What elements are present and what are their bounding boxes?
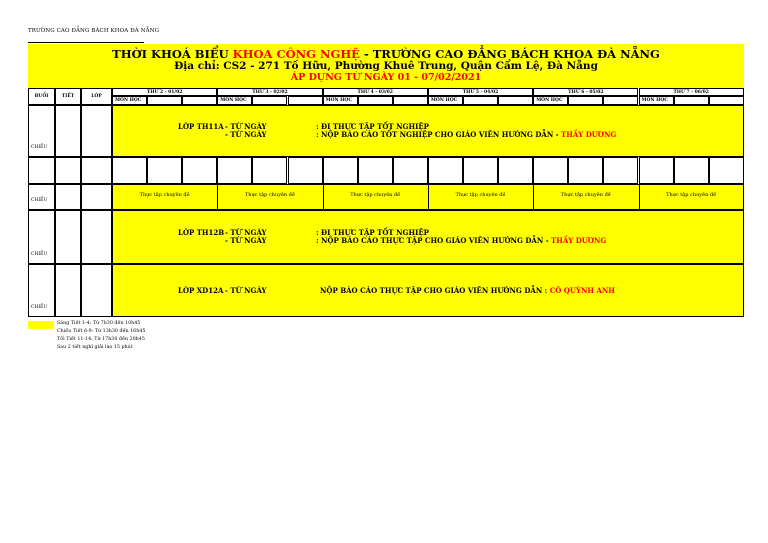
date-label: - TỪ NGÀY xyxy=(225,130,267,139)
teacher-name: THẦY DƯƠNG xyxy=(551,236,607,245)
day-divider xyxy=(533,184,534,210)
date-label: - TỪ NGÀY xyxy=(225,122,267,131)
session-cell xyxy=(28,157,55,184)
notice-text: : NỘP BÁO CÁO TỐT NGHIỆP CHO GIÁO VIÊN HƯỚNG DẪN - THẦY DƯƠNG xyxy=(316,130,617,139)
session-cell xyxy=(28,184,55,210)
header-rule xyxy=(28,42,144,43)
date-label: - TỪ NGÀY xyxy=(225,285,267,295)
practice-label: Thực tập chuyên đề xyxy=(244,192,295,198)
col-session: BUỔI xyxy=(28,88,55,105)
class-cell xyxy=(81,157,112,184)
notice-text: NỘP BÁO CÁO THỰC TẬP CHO GIÁO VIÊN HƯỚNG DẪN : CÔ QUỲNH ANH xyxy=(320,285,615,295)
period-cell xyxy=(55,264,81,317)
class-name: LỚP XD12A xyxy=(178,285,224,295)
schedule-cell xyxy=(603,157,638,184)
col-class: LỚP xyxy=(81,88,112,105)
subject-header: MÔN HỌC xyxy=(112,96,147,105)
day-divider xyxy=(217,184,218,210)
subject-header: MÔN HỌC xyxy=(533,96,568,105)
subject-cell xyxy=(358,96,393,105)
class-cell xyxy=(81,264,112,317)
schedule-cell xyxy=(428,157,463,184)
subject-cell xyxy=(393,96,428,105)
period-cell xyxy=(55,210,81,264)
day-header: THỨ 5 - 04/02 xyxy=(428,88,533,96)
afternoon-label: CHIỀU xyxy=(31,198,48,203)
class-cell xyxy=(81,184,112,210)
period-cell xyxy=(55,105,81,157)
notice-text: : ĐI THỰC TẬP TỐT NGHIỆP xyxy=(316,122,429,131)
day-divider xyxy=(639,184,640,210)
subject-cell xyxy=(709,96,744,105)
day-divider xyxy=(323,184,324,210)
schedule-cell xyxy=(674,157,709,184)
teacher-name: THẦY DƯƠNG xyxy=(561,130,617,139)
period-cell xyxy=(55,157,81,184)
date-label: - TỪ NGÀY xyxy=(225,236,267,245)
day-header: THỨ 6 - 05/02 xyxy=(533,88,638,96)
title-banner xyxy=(28,44,744,88)
schedule-cell xyxy=(358,157,393,184)
subject-cell xyxy=(182,96,217,105)
schedule-cell xyxy=(393,157,428,184)
schedule-cell xyxy=(182,157,217,184)
day-header: THỨ 4 - 03/02 xyxy=(323,88,428,96)
legend-line: Chiều Tiết 6-9: Từ 13h30 đến 16h45 xyxy=(57,329,146,334)
practice-label: Thực tập chuyên đề xyxy=(560,192,611,198)
class-cell xyxy=(81,105,112,157)
schedule-cell xyxy=(639,157,674,184)
schedule-cell xyxy=(217,157,252,184)
afternoon-label: CHIỀU xyxy=(31,145,48,150)
practice-label: Thực tập chuyên đề xyxy=(350,192,401,198)
subject-cell xyxy=(147,96,182,105)
day-header: THỨ 3 - 02/02 xyxy=(217,88,322,96)
day-header: THỨ 2 - 01/02 xyxy=(112,88,217,96)
notice-text: : NỘP BÁO CÁO THỰC TẬP CHO GIÁO VIÊN HƯỚNG DẪN - THẦY DƯƠNG xyxy=(316,236,607,245)
schedule-cell xyxy=(147,157,182,184)
class-cell xyxy=(81,210,112,264)
practice-label: Thực tập chuyên đề xyxy=(666,192,717,198)
teacher-name: CÔ QUỲNH ANH xyxy=(549,285,615,295)
subject-header: MÔN HỌC xyxy=(323,96,358,105)
schedule-cell xyxy=(112,157,147,184)
subject-cell xyxy=(603,96,638,105)
day-divider xyxy=(428,184,429,210)
schedule-cell xyxy=(498,157,533,184)
subject-cell xyxy=(463,96,498,105)
schedule-cell xyxy=(323,157,358,184)
period-cell xyxy=(55,184,81,210)
school-name: TRƯỜNG CAO ĐẲNG BÁCH KHOA ĐÀ NẴNG xyxy=(28,28,160,34)
subject-header: MÔN HỌC xyxy=(639,96,674,105)
afternoon-label: CHIỀU xyxy=(31,305,48,310)
day-header: THỨ 7 - 06/02 xyxy=(639,88,744,96)
schedule-cell xyxy=(709,157,744,184)
class-name: LỚP TH12B xyxy=(178,228,225,237)
subject-header: MÔN HỌC xyxy=(428,96,463,105)
legend-line: Sáng Tiết 1-4: Từ 7h30 đến 10h45 xyxy=(57,321,141,326)
practice-label: Thực tập chuyên đề xyxy=(139,192,190,198)
subject-cell xyxy=(252,96,287,105)
legend-swatch xyxy=(28,321,54,329)
schedule-cell xyxy=(463,157,498,184)
address: Địa chỉ: CS2 - 271 Tố Hữu, Phường Khuê Trung, Quận Cẩm Lệ, Đà Nẵng xyxy=(174,60,598,72)
faculty-name: KHOA CÔNG NGHỆ xyxy=(232,47,360,61)
subject-header: MÔN HỌC xyxy=(217,96,252,105)
schedule-cell xyxy=(533,157,568,184)
legend-line: Tối Tiết 11-14: Từ 17h30 đến 20h45 xyxy=(57,337,145,342)
afternoon-label: CHIỀU xyxy=(31,252,48,257)
subject-cell xyxy=(568,96,603,105)
schedule-cell xyxy=(288,157,323,184)
schedule-cell xyxy=(568,157,603,184)
class-name: LỚP TH11A xyxy=(178,122,224,131)
notice-text: : ĐI THỰC TẬP TỐT NGHIỆP xyxy=(316,228,429,237)
practice-label: Thực tập chuyên đề xyxy=(455,192,506,198)
subject-cell xyxy=(674,96,709,105)
date-label: - TỪ NGÀY xyxy=(225,228,267,237)
subject-cell xyxy=(498,96,533,105)
timetable-title: THỜI KHOÁ BIỂU KHOA CÔNG NGHỆ - TRƯỜNG CAO ĐẲNG BÁCH KHOA ĐÀ NẴNG xyxy=(112,47,660,61)
col-period: TIẾT xyxy=(55,88,81,105)
legend-line: Sau 2 tiết nghỉ giải lao 15 phút xyxy=(57,345,133,350)
schedule-cell xyxy=(252,157,287,184)
apply-date: ÁP DỤNG TỪ NGÀY 01 - 07/02/2021 xyxy=(290,72,482,83)
subject-cell xyxy=(288,96,323,105)
